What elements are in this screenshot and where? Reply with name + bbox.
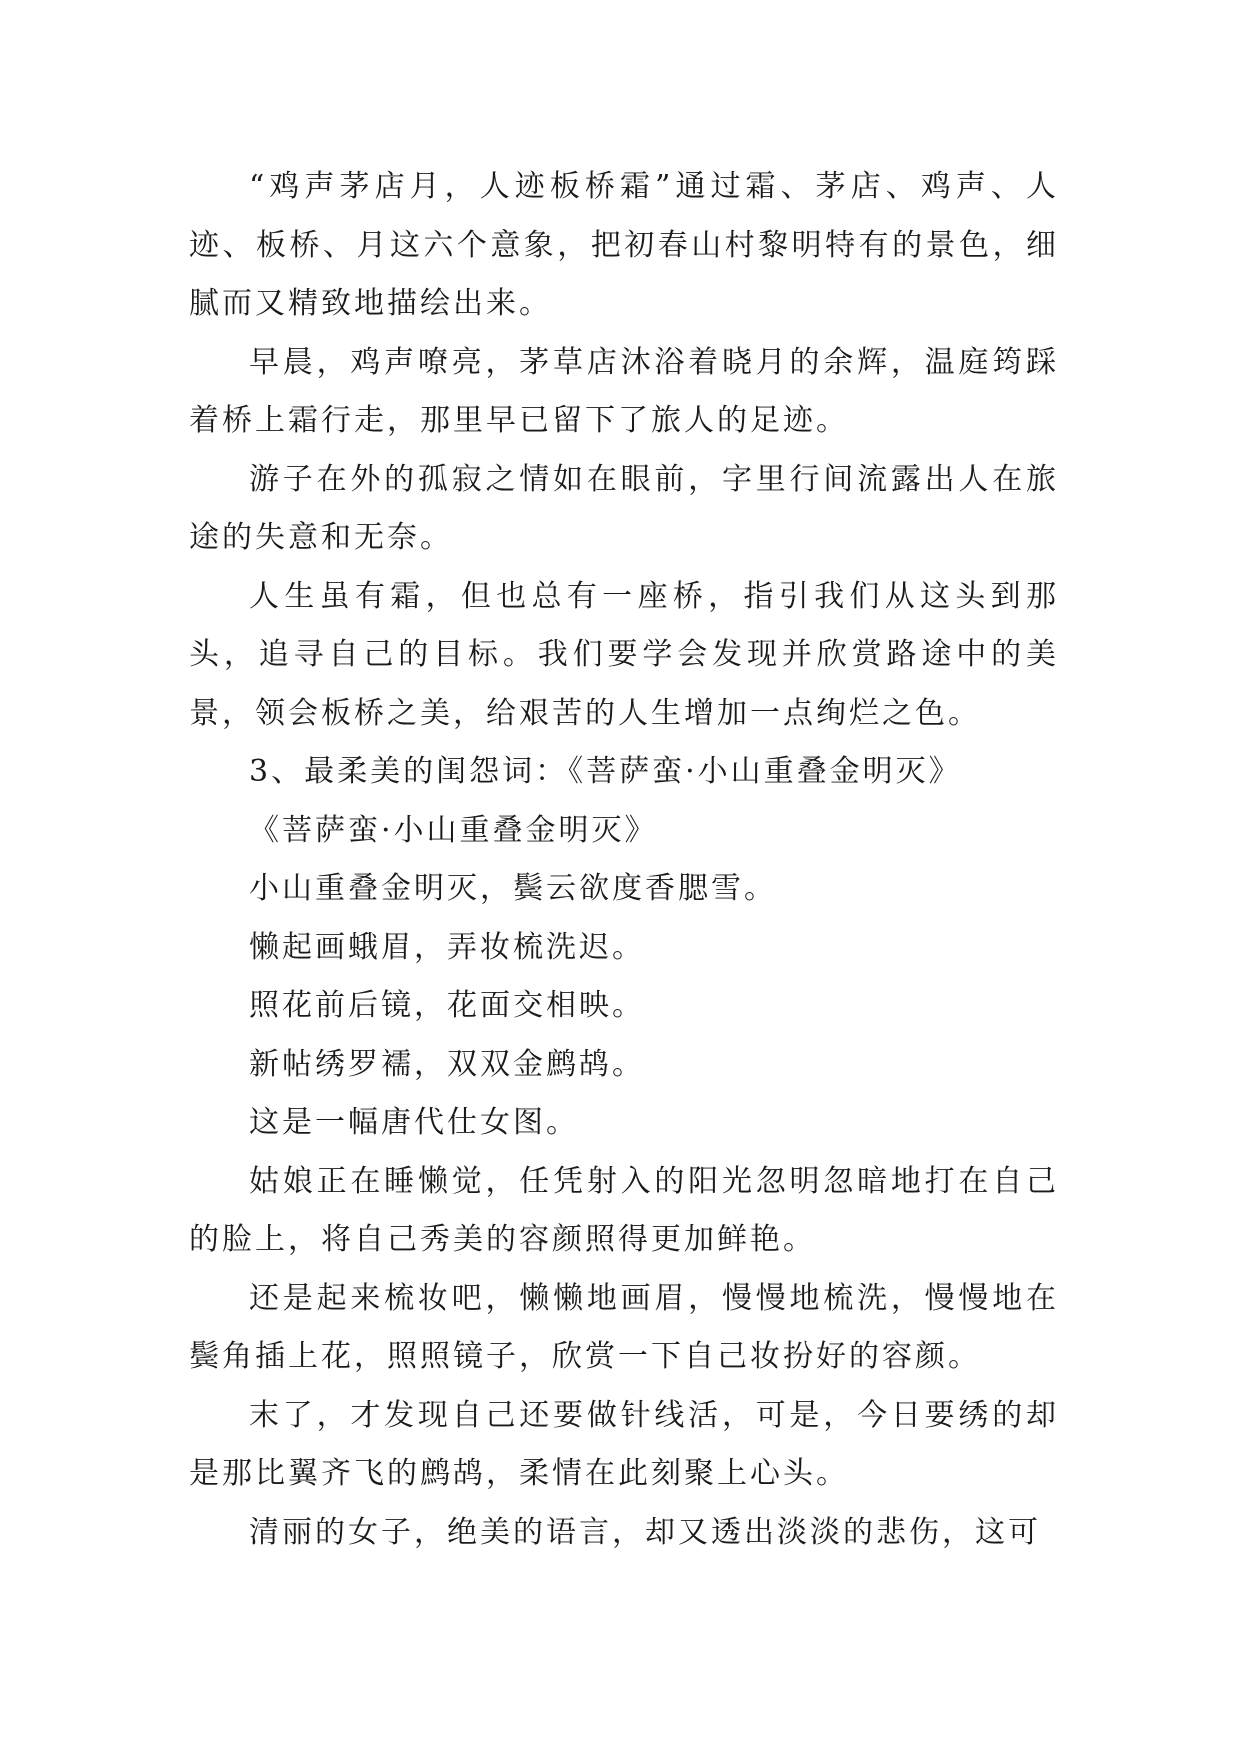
paragraph: 人生虽有霜，但也总有一座桥，指引我们从这头到那头，追寻自己的目标。我们要学会发现并欣赏路途中的美景，领会板桥之美，给艰苦的人生增加一点绚烂之色。	[189, 578, 1059, 731]
paragraph: 还是起来梳妆吧，懒懒地画眉，慢慢地梳洗，慢慢地在鬓角插上花，照照镜子，欣赏一下自己妆扮好的容颜。	[189, 1280, 1059, 1374]
paragraph: 清丽的女子，绝美的语言，却又透出淡淡的悲伤，这可	[249, 1514, 1041, 1550]
poem-title: 《菩萨蛮·小山重叠金明灭》	[249, 812, 658, 848]
paragraph: 姑娘正在睡懒觉，任凭射入的阳光忽明忽暗地打在自己的脸上，将自己秀美的容颜照得更加鲜艳。	[189, 1163, 1059, 1257]
poem-line: 新帖绣罗襦，双双金鹧鸪。	[249, 1046, 645, 1082]
poem-line: 照花前后镜，花面交相映。	[249, 988, 645, 1023]
paragraph: “鸡声茅店月，人迹板桥霜”通过霜、茅店、鸡声、人迹、板桥、月这六个意象，把初春山村黎明特有的景色，细腻而又精致地描绘出来。	[189, 169, 1059, 321]
paragraph: 早晨，鸡声嘹亮，茅草店沐浴着晓月的余辉，温庭筠踩着桥上霜行走，那里早已留下了旅人的足迹。	[189, 344, 1059, 438]
poem-line: 懒起画蛾眉，弄妆梳洗迟。	[249, 929, 645, 965]
poem-line: 小山重叠金明灭，鬓云欲度香腮雪。	[249, 871, 777, 906]
paragraph: 这是一幅唐代仕女图。	[249, 1105, 579, 1140]
paragraph: 游子在外的孤寂之情如在眼前，字里行间流露出人在旅途的失意和无奈。	[189, 461, 1059, 555]
document-body	[189, 158, 1059, 1562]
paragraph: 末了，才发现自己还要做针线活，可是，今日要绣的却是那比翼齐飞的鹧鸪，柔情在此刻聚上心头。	[189, 1397, 1059, 1491]
section-heading: 3、最柔美的闺怨词：《菩萨蛮·小山重叠金明灭》	[249, 754, 962, 789]
